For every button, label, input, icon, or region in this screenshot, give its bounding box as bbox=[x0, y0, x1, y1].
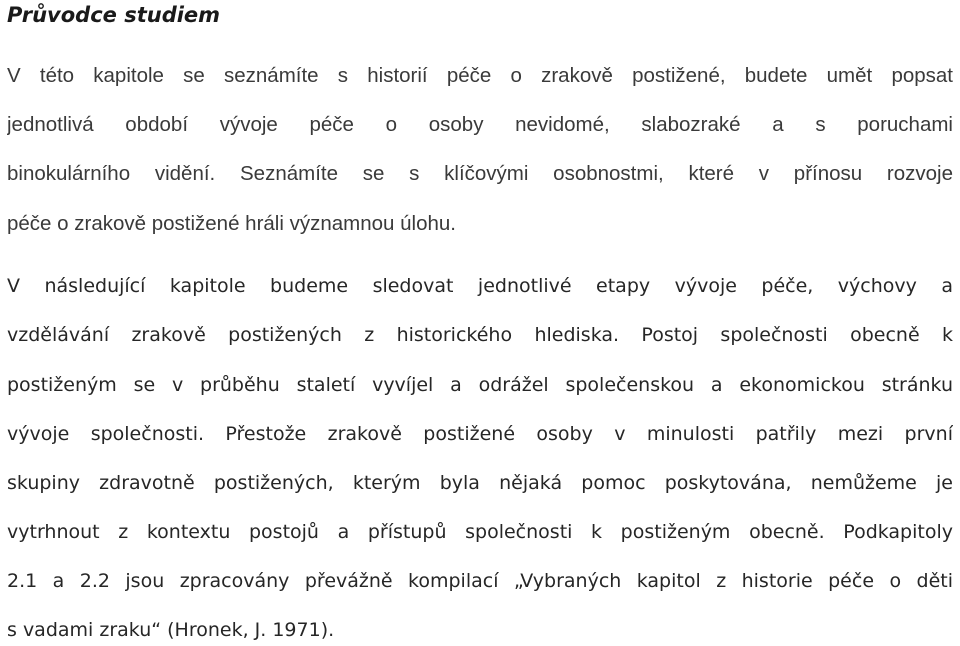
paragraph-1-line-3: binokulárního vidění. Seznámíte se s klíčovými osobnostmi, které v přínosu rozvoje bbox=[7, 162, 953, 185]
paragraph-2-line-8: s vadami zraku“ (Hronek, J. 1971). bbox=[7, 619, 335, 641]
paragraph-2-line-5: skupiny zdravotně postižených, kterým byla nějaká pomoc poskytována, nemůžeme je bbox=[7, 472, 953, 494]
section-heading: Průvodce studiem bbox=[7, 3, 221, 27]
paragraph-1-line-2: jednotlivá období vývoje péče o osoby nevidomé, slabozraké a s poruchami bbox=[7, 113, 953, 136]
paragraph-2-line-7: 2.1 a 2.2 jsou zpracovány převážně kompilací „Vybraných kapitol z historie péče o děti bbox=[7, 570, 953, 592]
paragraph-2-line-1: V následující kapitole budeme sledovat jednotlivé etapy vývoje péče, výchovy a bbox=[7, 275, 953, 297]
paragraph-1-line-4: péče o zrakově postižené hráli významnou úlohu. bbox=[7, 212, 456, 235]
paragraph-1-line-1: V této kapitole se seznámíte s historií péče o zrakově postižené, budete umět popsat bbox=[7, 64, 953, 87]
paragraph-2-line-2: vzdělávání zrakově postižených z historického hlediska. Postoj společnosti obecně k bbox=[7, 324, 953, 346]
paragraph-2-line-6: vytrhnout z kontextu postojů a přístupů společnosti k postiženým obecně. Podkapitoly bbox=[7, 521, 953, 543]
paragraph-2-line-3: postiženým se v průběhu staletí vyvíjel a odrážel společenskou a ekonomickou stránku bbox=[7, 374, 953, 396]
paragraph-2-line-4: vývoje společnosti. Přestože zrakově postižené osoby v minulosti patřily mezi první bbox=[7, 423, 953, 445]
